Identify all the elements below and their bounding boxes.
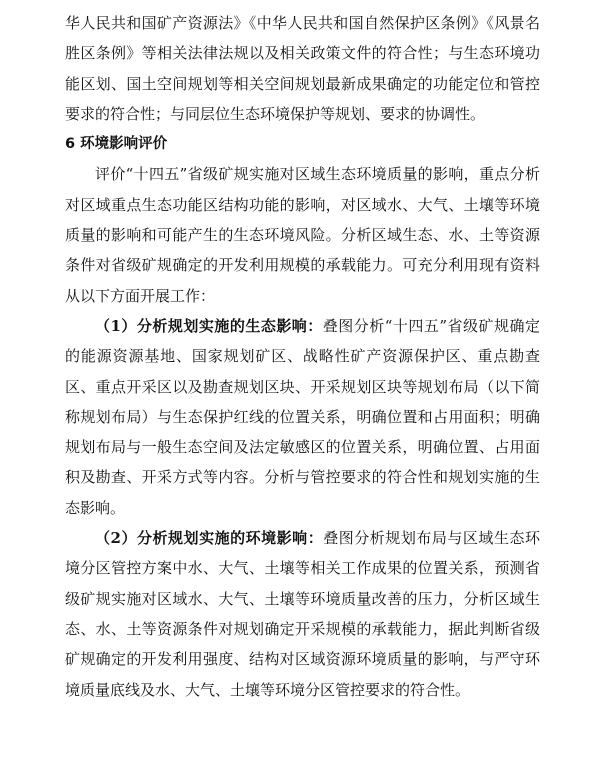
section-heading: 6 环境影响评价 (65, 136, 168, 153)
intro-paragraph: 华人民共和国矿产资源法》《中华人民共和国自然保护区条例》《风景名胜区条例》等相关法律法规以及相关政策文件的符合性；与生态环境功能区划、国土空间规划等相关空间规划最新成果确定的功能定位和管控要求的符合性；与同层位生态环境保护等规划、要求的协调性。 (65, 14, 540, 123)
item-2-lead: （2）分析规划实施的环境影响： (95, 529, 324, 548)
item-2-paragraph (65, 523, 540, 705)
item-2-text: 叠图分析规划布局与区域生态环境分区管控方案中水、大气、土壤等相关工作成果的位置关系，预测省级矿规实施对区域水、大气、土壤等环境质量改善的压力，分析区域生态、水、土等资源条件对规划确定开采规模的承载能力，据此判断省级矿规确定的开发利用强度、结构对区域资源环境质量的影响，与严守环境质量底线及水、大气、土壤等环境分区管控要求的符合性。 (65, 529, 540, 699)
item-1-paragraph (65, 311, 540, 523)
section-body-paragraph: 评价“十四五”省级矿规实施对区域生态环境质量的影响，重点分析对区域重点生态功能区结构功能的影响，对区域水、大气、土壤等环境质量的影响和可能产生的生态环境风险。分析区域生态、水、土等资源条件对省级矿规确定的开发利用规模的承载能力。可充分利用现有资料从以下方面开展工作： (65, 165, 540, 305)
item-1-lead: （1）分析规划实施的生态影响： (95, 316, 323, 335)
item-1-text: 叠图分析“十四五”省级矿规确定的能源资源基地、国家规划矿区、战略性矿产资源保护区、重点勘查区、重点开采区以及勘查规划区块、开采规划区块等规划布局（以下简称规划布局）与生态保护红线的位置关系，明确位置和占用面积；明确规划布局与一般生态空间及法定敏感区的位置关系，明确位置、占用面积及勘查、开采方式等内容。分析与管控要求的符合性和规划实施的生态影响。 (65, 316, 540, 517)
